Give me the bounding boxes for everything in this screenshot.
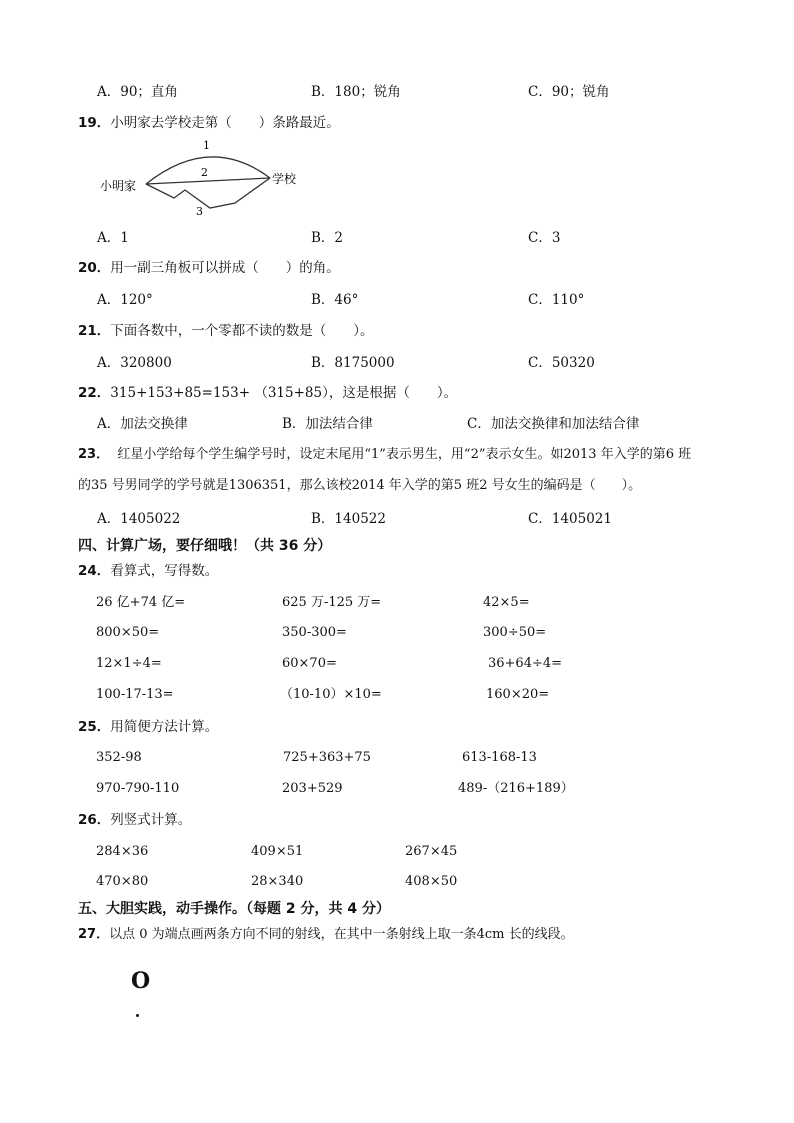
q27-question: 27．以点 0 为端点画两条方向不同的射线，在其中一条射线上取一条4cm 长的线段。 (78, 927, 574, 942)
q25-expr: 489-（216+189） (458, 781, 574, 796)
q24-expr: 800×50= (96, 625, 160, 640)
route-1-label: 1 (203, 139, 210, 152)
q24-expr: 26 亿+74 亿= (96, 595, 186, 610)
q21-option-a: A．320800 (97, 355, 172, 371)
home-label: 小明家 (100, 179, 137, 193)
point-o-dot (136, 1014, 139, 1017)
q23-option-b: B．140522 (311, 511, 386, 527)
q22-option-b: B．加法结合律 (282, 416, 373, 432)
q26-expr: 284×36 (96, 844, 149, 859)
q20-option-a: A．120° (97, 292, 153, 308)
q24-expr: 42×5= (483, 595, 530, 610)
q19-question: 19．小明家去学校走第（ ）条路最近。 (78, 115, 340, 131)
q25-expr: 970-790-110 (96, 781, 180, 796)
q20-question: 20．用一副三角板可以拼成（ ）的角。 (78, 260, 340, 276)
q20-option-b: B．46° (311, 292, 359, 308)
q26-expr: 409×51 (251, 844, 304, 859)
q18-option-b: B．180；锐角 (311, 84, 401, 100)
q19-route-diagram (100, 138, 310, 220)
q20-option-c: C．110° (528, 292, 585, 308)
q22-question: 22．315+153+85=153+ （315+85），这是根据（ ）。 (78, 385, 458, 401)
q22-option-a: A．加法交换律 (97, 416, 188, 432)
q24-expr: 625 万-125 万= (282, 595, 382, 610)
q26-expr: 470×80 (96, 874, 149, 889)
q22-option-c: C．加法交换律和加法结合律 (467, 416, 640, 432)
q23-question-line2: 的35 号男同学的学号就是1306351，那么该校2014 年入学的第5 班2 号女生的编码是（ ）。 (78, 478, 642, 493)
q26-question: 26．列竖式计算。 (78, 812, 192, 828)
q18-option-a: A．90；直角 (97, 84, 178, 100)
q18-option-c: C．90；锐角 (528, 84, 610, 100)
q24-expr: 36+64÷4= (488, 656, 563, 671)
q21-option-b: B．8175000 (311, 355, 395, 371)
q24-expr: 350-300= (282, 625, 347, 640)
q25-expr: 203+529 (282, 781, 343, 796)
q24-expr: 160×20= (486, 687, 550, 702)
q23-question-line1: 23． 红星小学给每个学生编学号时，设定末尾用“1”表示男生，用“2”表示女生。如2013 年入学的第6 班 (78, 447, 692, 462)
q24-expr: 60×70= (282, 656, 337, 671)
q25-expr: 725+363+75 (283, 750, 371, 765)
q25-expr: 613-168-13 (462, 750, 537, 765)
q19-option-a: A．1 (97, 230, 129, 246)
q19-option-b: B．2 (311, 230, 344, 246)
q26-expr: 267×45 (405, 844, 458, 859)
q26-expr: 408×50 (405, 874, 458, 889)
q26-expr: 28×340 (251, 874, 304, 889)
q23-option-a: A．1405022 (97, 511, 181, 527)
route-2-line (146, 178, 270, 184)
route-2-label: 2 (201, 166, 208, 179)
section-5-title: 五、大胆实践，动手操作。（每题 2 分，共 4 分） (78, 901, 390, 917)
point-o-label: O (131, 968, 151, 994)
route-3-label: 3 (196, 205, 203, 218)
q21-option-c: C．50320 (528, 355, 595, 371)
q24-expr: （10-10）×10= (280, 687, 382, 702)
q24-expr: 300÷50= (483, 625, 547, 640)
q24-expr: 100-17-13= (96, 687, 174, 702)
q23-option-c: C．1405021 (528, 511, 612, 527)
q19-option-c: C．3 (528, 230, 561, 246)
school-label: 学校 (272, 172, 297, 186)
q24-question: 24．看算式，写得数。 (78, 563, 219, 579)
q25-expr: 352-98 (96, 750, 142, 765)
q25-question: 25．用简便方法计算。 (78, 719, 219, 735)
section-4-title: 四、计算广场，要仔细哦！（共 36 分） (78, 538, 332, 554)
route-1-line (146, 157, 270, 184)
q21-question: 21．下面各数中，一个零都不读的数是（ ）。 (78, 323, 374, 339)
q24-expr: 12×1÷4= (96, 656, 162, 671)
